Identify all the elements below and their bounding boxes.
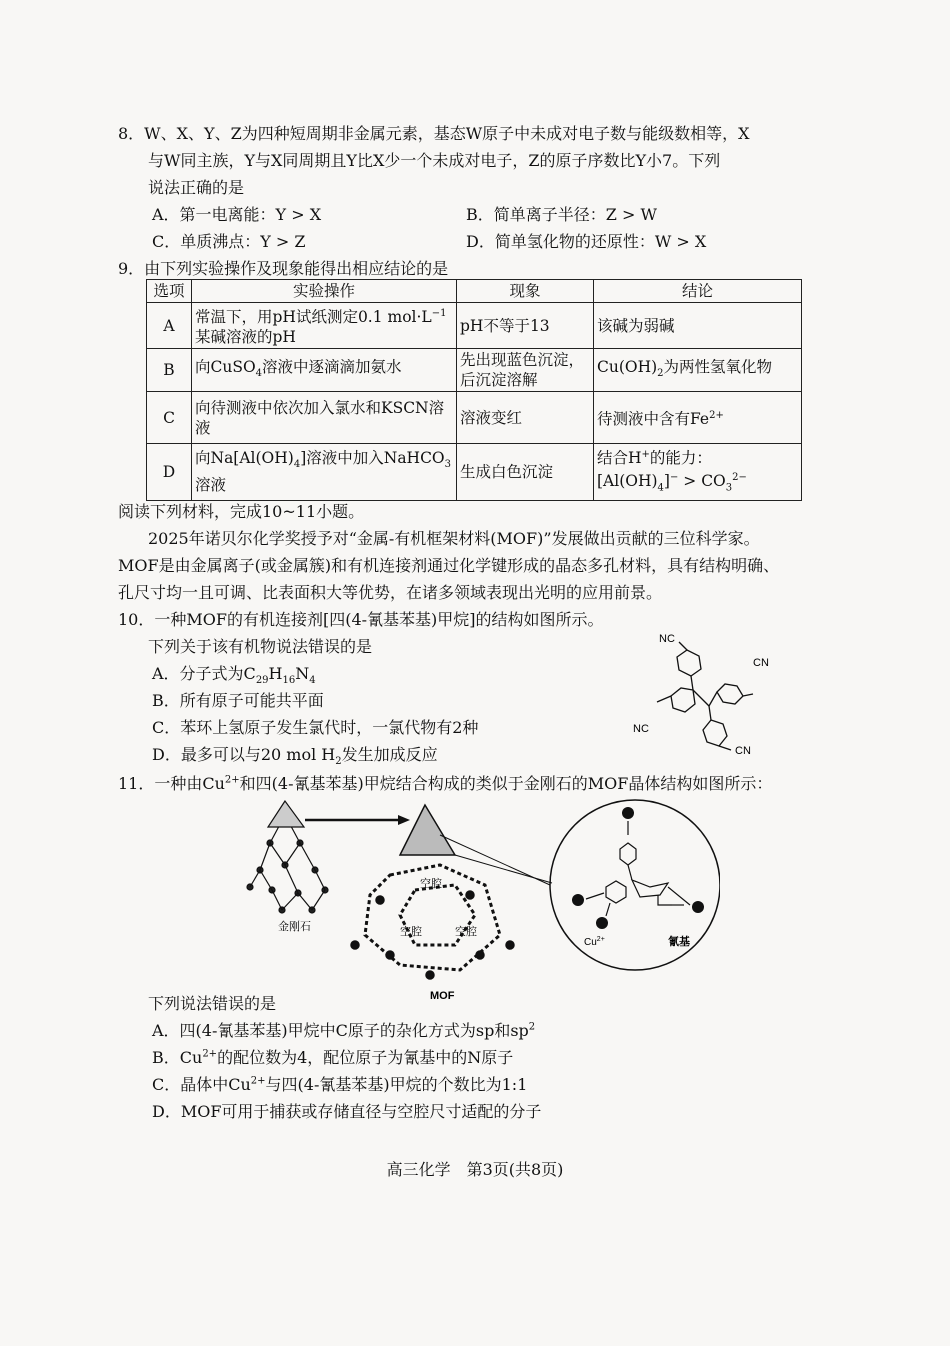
q8-stem-line2: 与W同主族，Y与X同周期且Y比X少一个未成对电子，Z的原子序数比Y小7。下列 bbox=[148, 151, 721, 170]
q8-option-d: D．简单氢化物的还原性：W > X bbox=[466, 232, 707, 251]
q8-option-c: C．单质沸点：Y > Z bbox=[152, 232, 306, 251]
cn-label-bottom: CN bbox=[735, 745, 751, 757]
header-option: 选项 bbox=[147, 280, 192, 303]
cu-ion-label: $Cu^{2+}$ bbox=[584, 936, 605, 948]
q11-option-b: B．$Cu^{2+}$的配位数为4，配位原子为氰基中的N原子 bbox=[152, 1048, 514, 1067]
row-c-option: C bbox=[147, 392, 192, 444]
q10-option-c: C．苯环上氢原子发生氯代时，一氯代物有2种 bbox=[152, 718, 479, 737]
table-row bbox=[147, 392, 802, 444]
table-row bbox=[147, 349, 802, 392]
tetrakis-cyanophenyl-methane-structure bbox=[625, 628, 785, 758]
q10-sub-stem: 下列关于该有机物说法错误的是 bbox=[148, 637, 373, 656]
q11-sub-stem: 下列说法错误的是 bbox=[148, 994, 277, 1013]
row-a-option: A bbox=[147, 303, 192, 349]
diamond-lattice bbox=[247, 801, 328, 913]
q11-option-c: C．晶体中$Cu^{2+}$与四(4-氰基苯基)甲烷的个数比为1:1 bbox=[152, 1075, 528, 1094]
q8-option-a: A．第一电离能：Y > X bbox=[152, 205, 322, 224]
q11-stem: 11．一种由$Cu^{2+}$和四(4-氰基苯基)甲烷结合构成的类似于金刚石的MOF晶体结构如图所示： bbox=[118, 774, 773, 793]
row-d-phenomenon: 生成白色沉淀 bbox=[457, 444, 594, 500]
reading-paragraph-line1: 2025年诺贝尔化学奖授予对“金属-有机框架材料(MOF)”发展做出贡献的三位科学家。 bbox=[148, 529, 760, 548]
row-a-conclusion: 该碱为弱碱 bbox=[594, 303, 802, 349]
header-phenomenon: 现象 bbox=[457, 280, 594, 303]
magnified-node-circle bbox=[550, 800, 720, 970]
header-conclusion: 结论 bbox=[594, 280, 802, 303]
q10-stem: 10．一种MOF的有机连接剂[四(4-氰基苯基)甲烷]的结构如图所示。 bbox=[118, 610, 604, 629]
table-row bbox=[147, 444, 802, 500]
row-a-operation: 常温下，用pH试纸测定0.1 $mol\cdot L^{-1}$ 某碱溶液的pH bbox=[192, 303, 457, 349]
row-b-operation: 向CuSO$_4$溶液中逐滴滴加氨水 bbox=[192, 349, 457, 392]
mof-framework bbox=[351, 805, 514, 979]
nc-label-left: NC bbox=[633, 723, 649, 735]
q11-option-d: D．MOF可用于捕获或存储直径与空腔尺寸适配的分子 bbox=[152, 1102, 542, 1121]
row-b-option: B bbox=[147, 349, 192, 392]
row-c-conclusion: 待测液中含有$Fe^{2+}$ bbox=[594, 392, 802, 444]
q9-experiment-table bbox=[146, 279, 802, 501]
q11-option-a: A．四(4-氰基苯基)甲烷中C原子的杂化方式为sp和$sp^2$ bbox=[152, 1021, 536, 1040]
mof-label: MOF bbox=[430, 990, 455, 1002]
reading-intro: 阅读下列材料，完成10~11小题。 bbox=[118, 502, 365, 521]
nc-label-top: NC bbox=[659, 633, 675, 645]
mof-crystal-structure-figure bbox=[240, 795, 720, 1005]
cavity-label-right: 空腔 bbox=[455, 925, 477, 938]
row-a-phenomenon: pH不等于13 bbox=[457, 303, 594, 349]
reading-paragraph-line2: MOF是由金属离子(或金属簇)和有机连接剂通过化学键形成的晶态多孔材料，具有结构明确、 bbox=[118, 556, 780, 575]
row-d-option: D bbox=[147, 444, 192, 500]
diamond-label: 金刚石 bbox=[278, 920, 311, 933]
header-operation: 实验操作 bbox=[192, 280, 457, 303]
row-b-phenomenon: 先出现蓝色沉淀，后沉淀溶解 bbox=[457, 349, 594, 392]
cyano-label: 氰基 bbox=[668, 935, 690, 948]
q10-option-d: D．最多可以与20 mol $H_2$发生加成反应 bbox=[152, 745, 438, 768]
page-footer: 高三化学 第3页(共8页) bbox=[386, 1160, 564, 1179]
q8-option-b: B．简单离子半径：Z > W bbox=[466, 205, 657, 224]
cavity-label-left: 空腔 bbox=[400, 925, 422, 938]
q8-stem-line3: 说法正确的是 bbox=[148, 178, 245, 197]
q8-stem-line1: 8．W、X、Y、Z为四种短周期非金属元素，基态W原子中未成对电子数与能级数相等，X bbox=[118, 124, 750, 143]
row-b-conclusion: $Cu(OH)_2$为两性氢氧化物 bbox=[594, 349, 802, 392]
cavity-label-top: 空腔 bbox=[420, 877, 442, 890]
row-c-operation: 向待测液中依次加入氯水和KSCN溶液 bbox=[192, 392, 457, 444]
row-c-phenomenon: 溶液变红 bbox=[457, 392, 594, 444]
table-row bbox=[147, 303, 802, 349]
table-header-row bbox=[147, 280, 802, 303]
q9-stem: 9．由下列实验操作及现象能得出相应结论的是 bbox=[118, 259, 449, 278]
row-d-conclusion: 结合H+的能力： $[Al(OH)_4]^- > CO_3^{2-}$ bbox=[594, 444, 802, 500]
cn-label-right: CN bbox=[753, 657, 769, 669]
q10-option-b: B．所有原子可能共平面 bbox=[152, 691, 324, 710]
q10-option-a: A．分子式为$C_{29}H_{16}N_4$ bbox=[152, 664, 316, 687]
reading-paragraph-line3: 孔尺寸均一且可调、比表面积大等优势，在诸多领域表现出光明的应用前景。 bbox=[118, 583, 663, 602]
row-d-operation: 向$Na[Al(OH)_4]$溶液中加入NaHCO$_3$ 溶液 bbox=[192, 444, 457, 500]
